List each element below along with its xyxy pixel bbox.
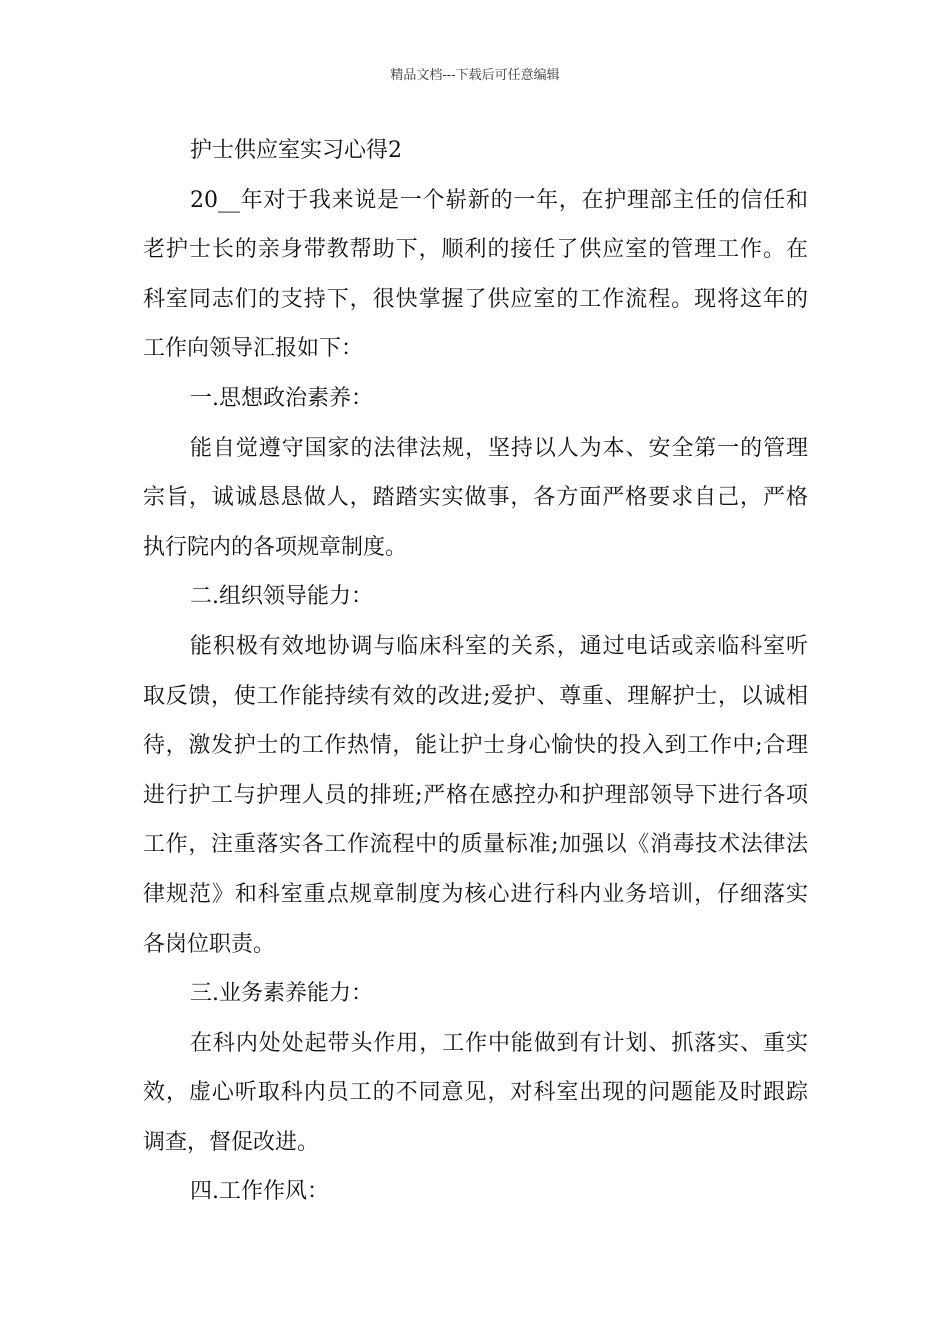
paragraph-line: 在科内处处起带头作用，工作中能做到有计划、抓落实、重实 bbox=[190, 1030, 808, 1056]
paragraph-line: 工作向领导汇报如下： bbox=[143, 336, 364, 362]
section-heading: 二.组织领导能力： bbox=[190, 584, 373, 610]
paragraph-line: 效，虚心听取科内员工的不同意见，对科室出现的问题能及时跟踪 bbox=[143, 1080, 808, 1106]
paragraph-line: 进行护工与护理人员的排班;严格在感控办和护理部领导下进行各项 bbox=[143, 782, 808, 808]
paragraph-line: 待，激发护士的工作热情，能让护士身心愉快的投入到工作中;合理 bbox=[143, 733, 808, 759]
page-header: 精品文档---下载后可任意编辑 bbox=[390, 68, 560, 83]
paragraph-line: 老护士长的亲身带教帮助下，顺利的接任了供应室的管理工作。在 bbox=[143, 237, 808, 263]
paragraph-line: 调查，督促改进。 bbox=[143, 1129, 320, 1155]
paragraph-line: 能积极有效地协调与临床科室的关系，通过电话或亲临科室听 bbox=[190, 633, 808, 659]
paragraph-line: 能自觉遵守国家的法律法规，坚持以人为本、安全第一的管理 bbox=[190, 435, 808, 461]
section-heading: 三.业务素养能力： bbox=[190, 981, 373, 1007]
paragraph-line: 宗旨，诚诚恳恳做人，踏踏实实做事，各方面严格要求自己，严格 bbox=[143, 485, 808, 511]
paragraph-line: 执行院内的各项规章制度。 bbox=[143, 534, 408, 560]
paragraph-line: 各岗位职责。 bbox=[143, 931, 276, 957]
section-heading: 四.工作作风： bbox=[190, 1179, 329, 1205]
paragraph-line: 律规范》和科室重点规章制度为核心进行科内业务培训，仔细落实 bbox=[143, 881, 808, 907]
document-title: 护士供应室实习心得2 bbox=[190, 138, 402, 163]
paragraph-line: 20__年对于我来说是一个崭新的一年，在护理部主任的信任和 bbox=[190, 187, 808, 213]
paragraph-line: 工作，注重落实各工作流程中的质量标准;加强以《消毒技术法律法 bbox=[143, 832, 808, 858]
paragraph-line: 取反馈，使工作能持续有效的改进;爱护、尊重、理解护士，以诚相 bbox=[143, 683, 808, 709]
document-body bbox=[143, 126, 808, 1217]
section-heading: 一.思想政治素养： bbox=[190, 385, 373, 411]
paragraph-line: 科室同志们的支持下，很快掌握了供应室的工作流程。现将这年的 bbox=[143, 286, 808, 312]
